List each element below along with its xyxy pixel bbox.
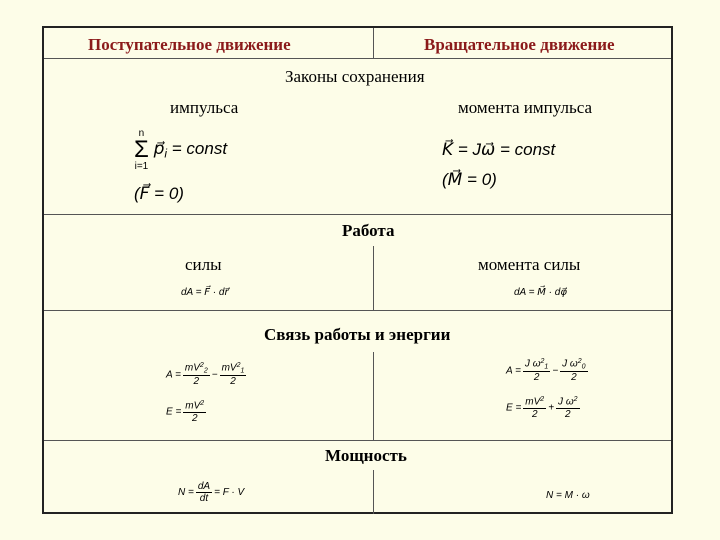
divider <box>44 310 671 311</box>
formula-power-linear: N = $\frac{dA}{dt}$ = F · V <box>178 481 245 504</box>
section-title-work-energy: Связь работы и энергии <box>264 325 451 344</box>
label-force: силы <box>185 255 222 274</box>
formula-total-energy: E = $\frac{mV^2}{2}$ + $\frac{J \omega^2}{2}$ <box>506 396 578 420</box>
formula-work-force: dA = F⃗ · dr⃗ <box>181 287 229 298</box>
formula-force-zero: (F⃗ = 0) <box>134 184 184 203</box>
formula-power-rotational: N = M · ω <box>546 490 590 501</box>
header-translational: Поступательное движение <box>88 35 291 54</box>
divider <box>373 28 374 58</box>
divider <box>44 214 671 215</box>
formula-angular-momentum-conservation: K⃗ = Jω⃗ = const <box>442 140 556 159</box>
section-title-work: Работа <box>342 221 395 240</box>
divider <box>44 58 671 59</box>
mechanics-comparison-table <box>42 26 673 514</box>
section-title-conservation: Законы сохранения <box>285 67 425 86</box>
formula-torque-zero: (M⃗ = 0) <box>442 170 497 189</box>
section-title-power: Мощность <box>325 446 407 465</box>
formula-momentum-conservation: n Σ i=1 $p⃗_i$ = const <box>134 128 228 172</box>
header-rotational: Вращательное движение <box>424 35 615 54</box>
label-torque: момента силы <box>478 255 581 274</box>
formula-kinetic-work: A = $\frac{mV^2_2}{2}$ − $\frac{mV^2_1}{2}$ <box>166 362 245 388</box>
formula-kinetic-energy: E = $\frac{mV^2}{2}$ <box>166 400 205 424</box>
divider <box>373 246 374 310</box>
label-momentum: импульса <box>170 98 239 117</box>
formula-work-torque: dA = M⃗ · dφ⃗ <box>514 287 567 298</box>
divider <box>44 440 671 441</box>
divider <box>373 352 374 440</box>
formula-rotational-work: A = $\frac{J \omega^2_1}{2}$ − $\frac{J \omega^2_0}{2}$ <box>506 358 586 384</box>
label-angular-momentum: момента импульса <box>458 98 593 117</box>
divider <box>373 470 374 514</box>
